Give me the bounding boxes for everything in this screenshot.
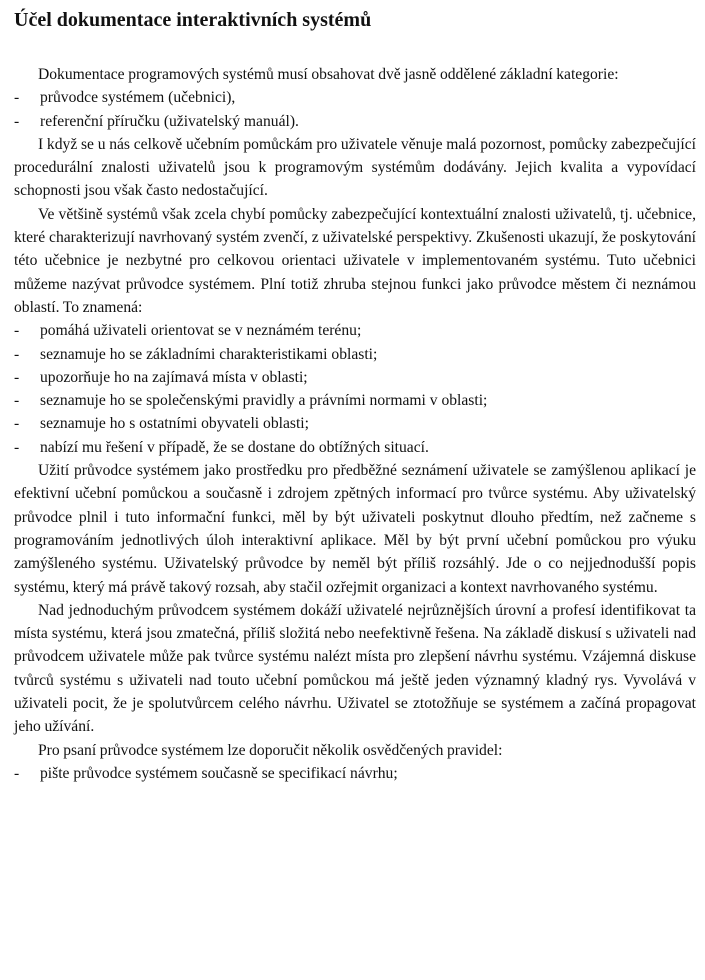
categories-list — [14, 86, 696, 133]
list-dash: - — [14, 112, 20, 130]
list-item-text: seznamuje ho se základními charakteristikami oblasti; — [40, 345, 378, 363]
list-dash: - — [14, 764, 20, 782]
intro-paragraph: Dokumentace programových systémů musí obsahovat dvě jasně oddělené základní kategorie: — [38, 66, 619, 83]
page-title: Účel dokumentace interaktivních systémů — [14, 9, 372, 31]
document-body — [14, 63, 696, 785]
list-dash: - — [14, 368, 20, 386]
list-dash: - — [14, 392, 20, 410]
list-item — [14, 762, 696, 785]
list-item-text: seznamuje ho s ostatními obyvateli oblasti; — [40, 415, 309, 433]
list-item — [14, 319, 696, 342]
list-dash: - — [14, 322, 20, 340]
paragraph-2: Ve většině systémů však zcela chybí pomůcky zabezpečující kontextuální znalosti uživatelů, tj. učebnice, které charakterizují navrhovaný systém zvenčí, z uživatelské perspektivy. Zkušenosti ukazují, že poskytování této učebnice je nezbytné pro celkovou orientaci uživatele v implementovaném systému. Tuto učebnici můžeme nazývat průvodce systémem. Plní totiž zhruba stejnou funkci jako průvodce městem či neznámou oblastí. To znamená: — [14, 205, 696, 316]
list-dash: - — [14, 345, 20, 363]
list-item-text: pište průvodce systémem současně se specifikací návrhu; — [40, 764, 398, 782]
list-item-text: upozorňuje ho na zajímavá místa v oblasti; — [40, 368, 308, 386]
list-item-text: průvodce systémem (učebnici), — [40, 89, 236, 107]
writing-rules-list — [14, 762, 696, 785]
guide-functions-list — [14, 319, 696, 459]
list-dash: - — [14, 438, 20, 456]
paragraph-5: Pro psaní průvodce systémem lze doporučit několik osvědčených pravidel: — [38, 741, 503, 759]
list-item — [14, 436, 696, 459]
list-item-text: seznamuje ho se společenskými pravidly a právními normami v oblasti; — [40, 392, 488, 410]
list-item — [14, 86, 696, 109]
list-item — [14, 343, 696, 366]
list-item — [14, 366, 696, 389]
paragraph-1: I když se u nás celkově učebním pomůckám pro uživatele věnuje malá pozornost, pomůcky zabezpečující procedurální znalosti uživatelů jsou k programovým systémům dodávány. Jejich kvalita a vypovídací schopnosti jsou však často nedostačující. — [14, 135, 696, 200]
list-dash: - — [14, 89, 20, 107]
list-item — [14, 110, 696, 133]
paragraph-3: Užití průvodce systémem jako prostředku pro předběžné seznámení uživatele se zamýšlenou aplikací je efektivní učební pomůckou a současně i zdrojem zpětných informací pro tvůrce systému. Aby uživatelský průvodce plnil i tuto informační funkci, měl by být uživateli poskytnut dlouho předtím, než začneme s programováním jednotlivých úloh interaktivní aplikace. Měl by být první učební pomůckou pro výuku zamýšleného systému. Uživatelský průvodce by neměl být příliš rozsáhlý. Jde o co nejjednodušší popis systému, který má právě takový rozsah, aby stačil ozřejmit organizaci a kontext navrhovaného systému. — [14, 462, 696, 596]
list-dash: - — [14, 415, 20, 433]
list-item — [14, 389, 696, 412]
list-item-text: nabízí mu řešení v případě, že se dostane do obtížných situací. — [40, 438, 429, 456]
list-item — [14, 412, 696, 435]
paragraph-4: Nad jednoduchým průvodcem systémem dokáží uživatelé nejrůznějších úrovní a profesí identifikovat ta místa systému, která jsou zmatečná, příliš složitá nebo neefektivně řešena. Na základě diskusí s uživateli nad průvodcem uživatele může pak tvůrce systému nalézt místa pro zlepšení návrhu systému. Vzájemná diskuse tvůrců systému s uživateli nad touto učební pomůckou má ještě jeden významný kladný rys. Vyvolává v uživateli pocit, že je spolutvůrcem celého návrhu. Uživatel se ztotožňuje se systémem a začíná propagovat jeho užívání. — [14, 601, 696, 736]
list-item-text: pomáhá uživateli orientovat se v neznámém terénu; — [40, 322, 362, 340]
list-item-text: referenční příručku (uživatelský manuál). — [40, 112, 299, 130]
